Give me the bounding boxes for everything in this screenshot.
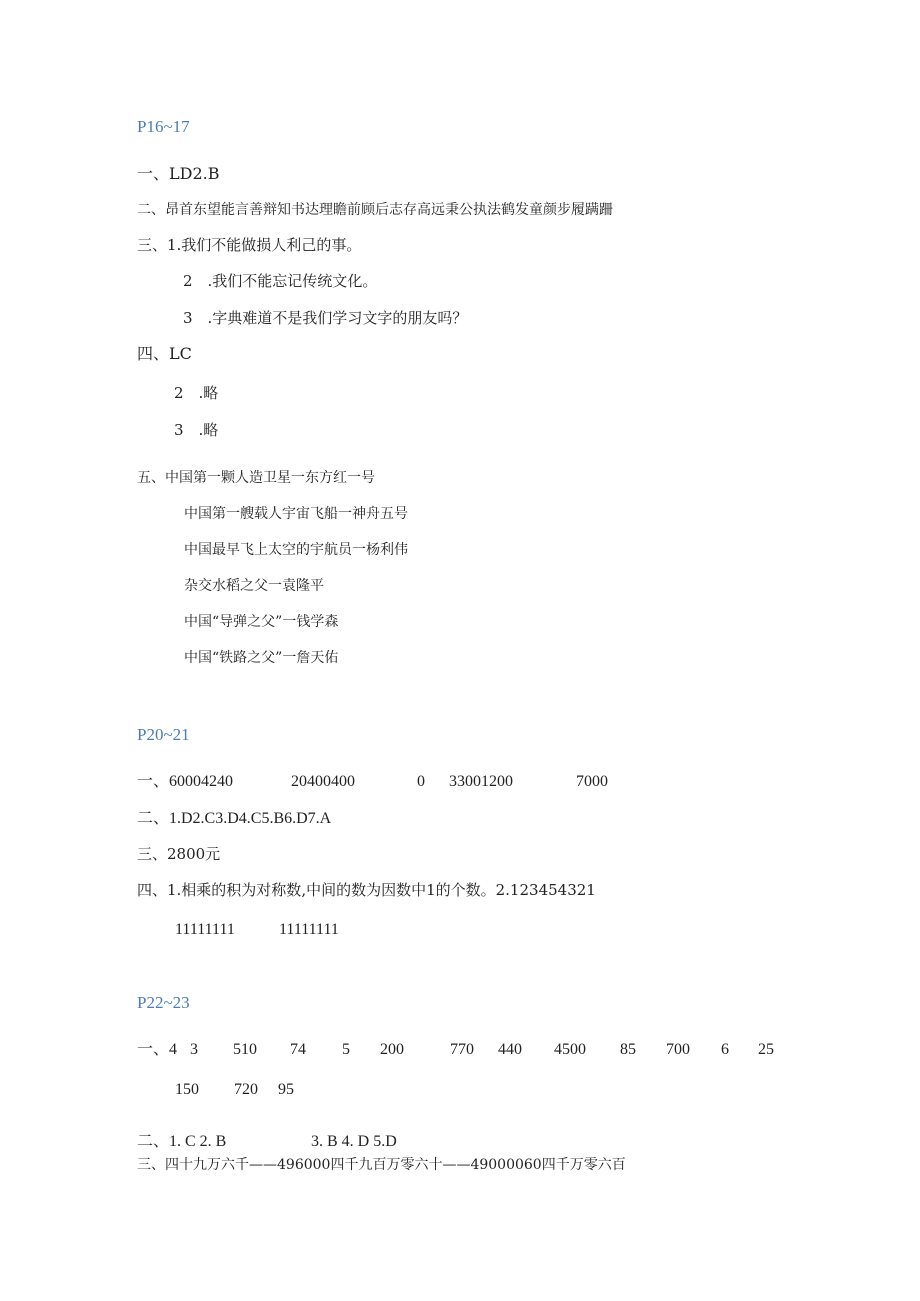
- section-heading-p20-21: P20~21: [137, 725, 190, 744]
- answer-line: 二、1.D2.C3.D4.C5.B6.D7.A: [137, 810, 332, 827]
- answer-value: 440: [498, 1041, 522, 1058]
- answer-line: 三、2800元: [137, 845, 221, 863]
- answer-value: 85: [620, 1041, 636, 1058]
- answer-line: 一、60004240: [137, 773, 234, 790]
- answer-line: 3 .字典难道不是我们学习文字的朋友吗？: [183, 309, 468, 327]
- answer-line: 中国第一艘载人宇宙飞船一神舟五号: [184, 506, 408, 522]
- answer-line: 2 .略: [174, 384, 219, 402]
- answer-value: 95: [278, 1081, 294, 1098]
- answer-line: 中国“导弹之父”一钱学森: [184, 614, 339, 630]
- answer-line: 中国“铁路之父”一詹天佑: [184, 650, 339, 666]
- answer-value: 5: [342, 1041, 350, 1058]
- answer-line: 3 .略: [174, 421, 219, 439]
- answer-value: 33001200: [449, 773, 513, 790]
- answer-value: 770: [450, 1041, 474, 1058]
- answer-value: 7000: [576, 773, 608, 790]
- answer-value: 0: [417, 773, 425, 790]
- answer-line: 二、昂首东望能言善辩知书达理瞻前顾后志存高远秉公执法鹤发童颜步履蹒跚: [137, 202, 613, 218]
- answer-line: 二、1. C 2. B: [137, 1133, 227, 1150]
- answer-line: 五、中国第一颗人造卫星一东方红一号: [137, 470, 375, 486]
- answer-line: 中国最早飞上太空的宇航员一杨利伟: [184, 542, 408, 558]
- answer-value: 700: [666, 1041, 690, 1058]
- answer-line: 一、4: [137, 1041, 178, 1058]
- answer-line: 2 .我们不能忘记传统文化。: [183, 272, 378, 290]
- answer-value: 6: [721, 1041, 729, 1058]
- section-heading-p16-17: P16~17: [137, 117, 190, 136]
- answer-value: 74: [290, 1041, 306, 1058]
- answer-value: 720: [234, 1081, 258, 1098]
- answer-value: 11111111: [175, 921, 235, 938]
- answer-value: 4500: [554, 1041, 586, 1058]
- answer-line: 杂交水稻之父一袁隆平: [184, 578, 324, 594]
- answer-line: 3. B 4. D 5.D: [311, 1133, 397, 1150]
- answer-value: 20400400: [291, 773, 355, 790]
- section-heading-p22-23: P22~23: [137, 993, 190, 1012]
- answer-line: 一、LD2.B: [137, 164, 220, 183]
- answer-value: 200: [380, 1041, 404, 1058]
- answer-line: 三、四十九万六千——496000四千九百万零六十——49000060四千万零六百: [137, 1157, 626, 1173]
- answer-line: 四、LC: [137, 344, 192, 363]
- answer-value: 11111111: [279, 921, 339, 938]
- answer-value: 3: [190, 1041, 198, 1058]
- answer-value: 25: [758, 1041, 774, 1058]
- answer-line: 三、1.我们不能做损人利己的事。: [137, 236, 362, 254]
- answer-value: 510: [233, 1041, 257, 1058]
- answer-line: 四、1.相乘的积为对称数,中间的数为因数中1的个数。2.123454321: [137, 881, 596, 899]
- answer-value: 150: [175, 1081, 199, 1098]
